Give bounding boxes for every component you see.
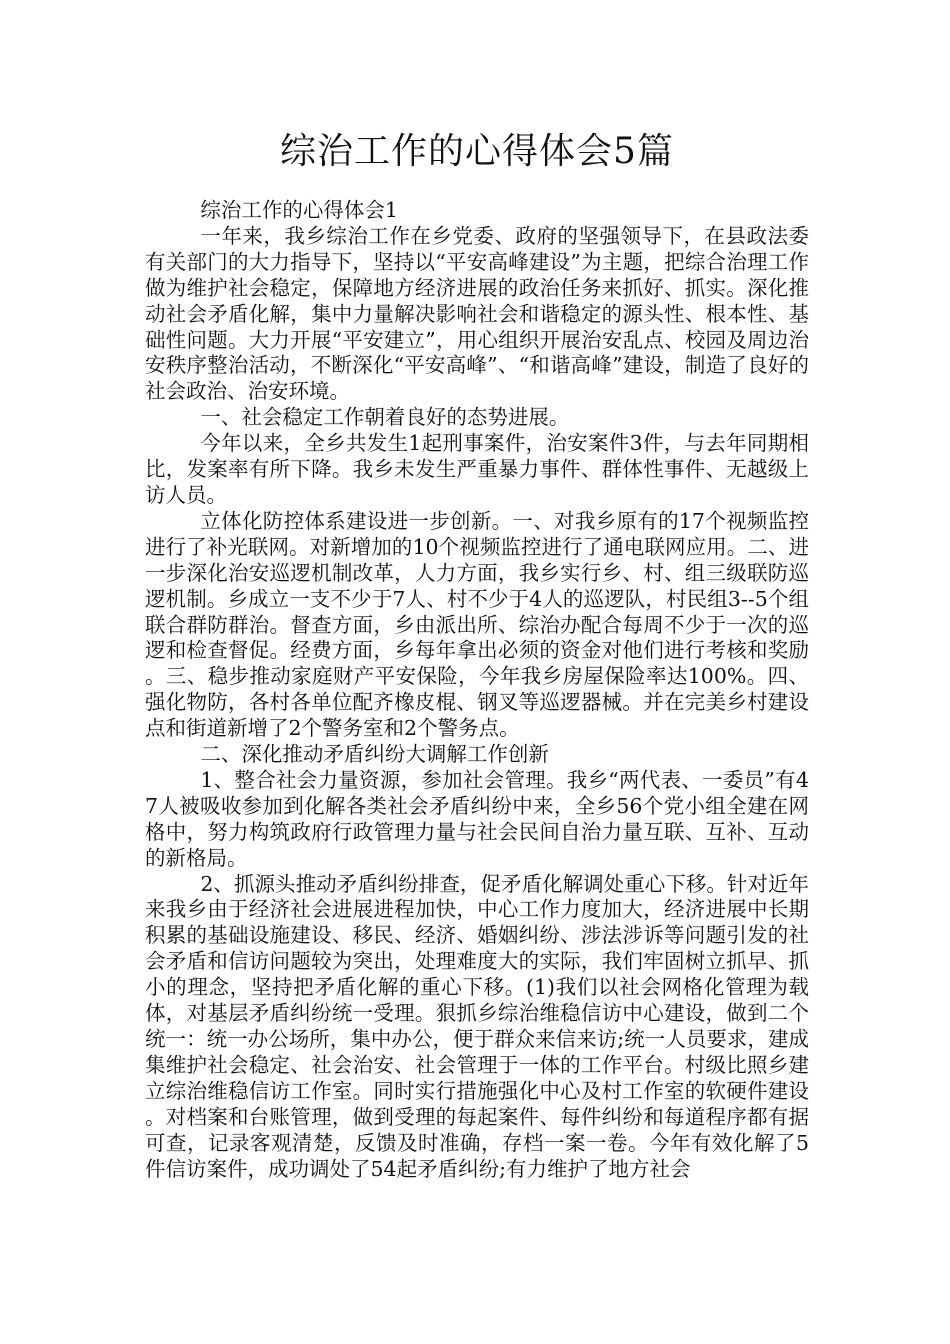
section-heading: 一、社会稳定工作朝着良好的态势进展。 — [200, 405, 570, 430]
paragraph: 一年来，我乡综治工作在乡党委、政府的坚强领导下，在县政法委有关部门的大力指导下，坚持以“平安高峰建设”为主题，把综合治理工作做为维护社会稳定，保障地方经济进展的政治任务来抓好、抓实。深化推动社会矛盾化解，集中力量解决影响社会和谐稳定的源头性、根本性、基础性问题。大力开展“平安建立”，用心组织开展治安乱点、校园及周边治安秩序整治活动，不断深化“平安高峰”、“和谐高峰”建设，制造了良好的社会政治、治安环境。 — [145, 223, 809, 404]
paragraph: 今年以来，全乡共发生1起刑事案件，治安案件3件，与去年同期相比，发案率有所下降。我乡未发生严重暴力事件、群体性事件、无越级上访人员。 — [145, 431, 809, 507]
section-heading: 综治工作的心得体会1 — [200, 198, 398, 222]
document-title: 综治工作的心得体会5篇 — [280, 131, 674, 172]
paragraph: 1、整合社会力量资源，参加社会管理。我乡“两代表、一委员”有47人被吸收参加到化解各类社会矛盾纠纷中来，全乡56个党小组全建在网格中，努力构筑政府行政管理力量与社会民间自治力量互联、互补、互动的新格局。 — [145, 767, 809, 870]
section-heading: 二、深化推动矛盾纠纷大调解工作创新 — [200, 742, 549, 767]
document-page — [145, 128, 809, 1182]
paragraph: 2、抓源头推动矛盾纠纷排查，促矛盾化解调处重心下移。针对近年来我乡由于经济社会进展进程加快，中心工作力度加大，经济进展中长期积累的基础设施建设、移民、经济、婚姻纠纷、涉法涉诉等问题引发的社会矛盾和信访问题较为突出，处理难度大的实际，我们牢固树立抓早、抓小的理念，坚持把矛盾化解的重心下移。(1)我们以社会网格化管理为载体，对基层矛盾纠纷统一受理。狠抓乡综治维稳信访中心建设，做到二个统一：统一办公场所，集中办公，便于群众来信来访;统一人员要求，建成集维护社会稳定、社会治安、社会管理于一体的工作平台。村级比照乡建立综治维稳信访工作室。同时实行措施强化中心及村工作室的软硬件建设。对档案和台账管理，做到受理的每起案件、每件纠纷和每道程序都有据可查，记录客观清楚，反馈及时准确，存档一案一卷。今年有效化解了5件信访案件，成功调处了54起矛盾纠纷;有力维护了地方社会 — [145, 871, 809, 1181]
paragraph: 立体化防控体系建设进一步创新。一、对我乡原有的17个视频监控进行了补光联网。对新增加的10个视频监控进行了通电联网应用。二、进一步深化治安巡逻机制改革，人力方面，我乡实行乡、村、组三级联防巡逻机制。乡成立一支不少于7人、村不少于4人的巡逻队，村民组3--5个组联合群防群治。督查方面，乡由派出所、综治办配合每周不少于一次的巡逻和检查督促。经费方面，乡每年拿出必须的资金对他们进行考核和奖励。三、稳步推动家庭财产平安保险，今年我乡房屋保险率达100%。四、强化物防，各村各单位配齐橡皮棍、钢叉等巡逻器械。并在完美乡村建设点和街道新增了2个警务室和2个警务点。 — [145, 508, 809, 741]
